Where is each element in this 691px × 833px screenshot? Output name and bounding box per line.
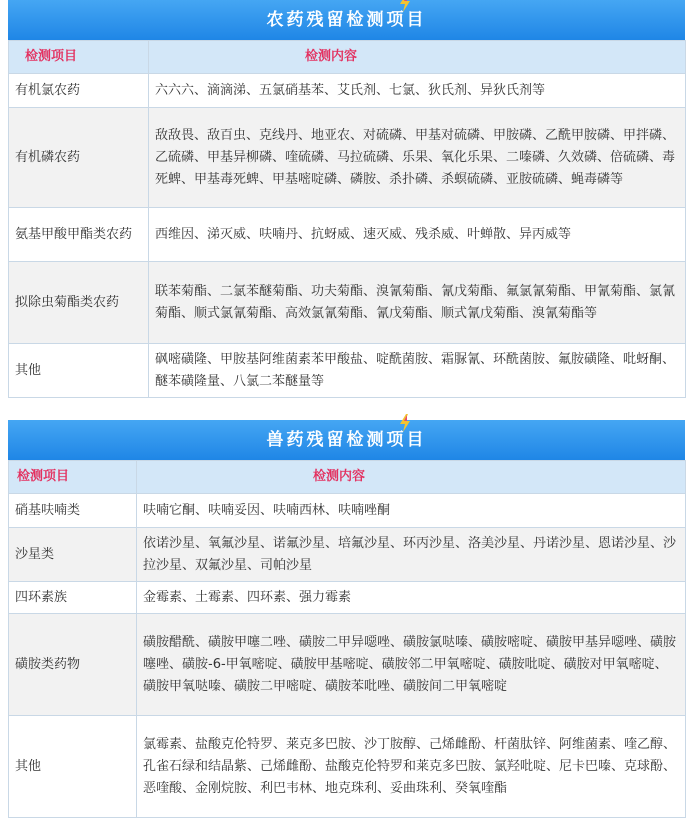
table-row — [9, 528, 686, 582]
header-item: 检测项目 — [9, 41, 149, 74]
row-content: 六六六、滴滴涕、五氯硝基苯、艾氏剂、七氯、狄氏剂、异狄氏剂等 — [149, 74, 686, 108]
row-item: 其他 — [9, 716, 137, 818]
table-row — [9, 262, 686, 344]
vet-table — [8, 460, 686, 818]
vet-title: 兽药残留检测项目 — [266, 430, 427, 450]
pesticide-title-banner — [8, 0, 685, 40]
vet-section — [8, 420, 685, 818]
row-item: 有机氯农药 — [9, 74, 149, 108]
row-item: 氨基甲酸甲酯类农药 — [9, 208, 149, 262]
table-row — [9, 108, 686, 208]
row-content: 呋喃它酮、呋喃妥因、呋喃西林、呋喃唑酮 — [137, 494, 686, 528]
table-row — [9, 344, 686, 398]
header-content: 检测内容 — [137, 461, 686, 494]
vet-title-banner — [8, 420, 685, 460]
row-item: 其他 — [9, 344, 149, 398]
row-content: 依诺沙星、氧氟沙星、诺氟沙星、培氟沙星、环丙沙星、洛美沙星、丹诺沙星、恩诺沙星、沙拉沙星、双氟沙星、司帕沙星 — [137, 528, 686, 582]
table-row — [9, 494, 686, 528]
row-item: 拟除虫菊酯类农药 — [9, 262, 149, 344]
lightning-icon — [398, 0, 412, 12]
table-row — [9, 614, 686, 716]
pesticide-section — [8, 0, 685, 398]
lightning-icon — [398, 414, 412, 432]
table-row — [9, 582, 686, 614]
table-header-row — [9, 461, 686, 494]
row-item: 沙星类 — [9, 528, 137, 582]
table-row — [9, 74, 686, 108]
row-content: 西维因、涕灭威、呋喃丹、抗蚜威、速灭威、残杀威、叶蝉散、异丙威等 — [149, 208, 686, 262]
table-row — [9, 208, 686, 262]
row-item: 磺胺类药物 — [9, 614, 137, 716]
row-content: 金霉素、土霉素、四环素、强力霉素 — [137, 582, 686, 614]
table-row — [9, 716, 686, 818]
pesticide-title: 农药残留检测项目 — [266, 10, 427, 30]
row-content: 联苯菊酯、二氯苯醚菊酯、功夫菊酯、溴氰菊酯、氰戊菊酯、氟氯氰菊酯、甲氰菊酯、氯氰菊酯、顺式氯氰菊酯、高效氯氰菊酯、氰戊菊酯、顺式氰戊菊酯、溴氰菊酯等 — [149, 262, 686, 344]
row-content: 敌敌畏、敌百虫、克线丹、地亚农、对硫磷、甲基对硫磷、甲胺磷、乙酰甲胺磷、甲拌磷、乙硫磷、甲基异柳磷、喹硫磷、马拉硫磷、乐果、氧化乐果、二嗪磷、久效磷、倍硫磷、毒死蜱、甲基毒死蜱、甲基嘧啶磷、磷胺、杀扑磷、杀螟硫磷、亚胺硫磷、蝇毒磷等 — [149, 108, 686, 208]
header-content: 检测内容 — [149, 41, 686, 74]
table-header-row — [9, 41, 686, 74]
pesticide-table — [8, 40, 686, 398]
row-content: 磺胺醋酰、磺胺甲噻二唑、磺胺二甲异噁唑、磺胺氯哒嗪、磺胺嘧啶、磺胺甲基异噁唑、磺胺噻唑、磺胺-6-甲氧嘧啶、磺胺甲基嘧啶、磺胺邻二甲氧嘧啶、磺胺吡啶、磺胺对甲氧嘧啶、磺胺甲氧哒嗪、磺胺二甲嘧啶、磺胺苯吡唑、磺胺间二甲氧嘧啶 — [137, 614, 686, 716]
row-content: 氯霉素、盐酸克伦特罗、莱克多巴胺、沙丁胺醇、己烯雌酚、杆菌肽锌、阿维菌素、喹乙醇、孔雀石绿和结晶紫、己烯雌酚、盐酸克伦特罗和莱克多巴胺、氯羟吡啶、尼卡巴嗪、克球酚、恶喹酸、金刚烷胺、利巴韦林、地克珠利、妥曲珠利、癸氧喹酯 — [137, 716, 686, 818]
row-item: 四环素族 — [9, 582, 137, 614]
header-item: 检测项目 — [9, 461, 137, 494]
row-item: 硝基呋喃类 — [9, 494, 137, 528]
row-item: 有机磷农药 — [9, 108, 149, 208]
row-content: 砜嘧磺隆、甲胺基阿维菌素苯甲酸盐、啶酰菌胺、霜脲氰、环酰菌胺、氟胺磺隆、吡蚜酮、醚苯磺隆量、八氯二苯醚量等 — [149, 344, 686, 398]
